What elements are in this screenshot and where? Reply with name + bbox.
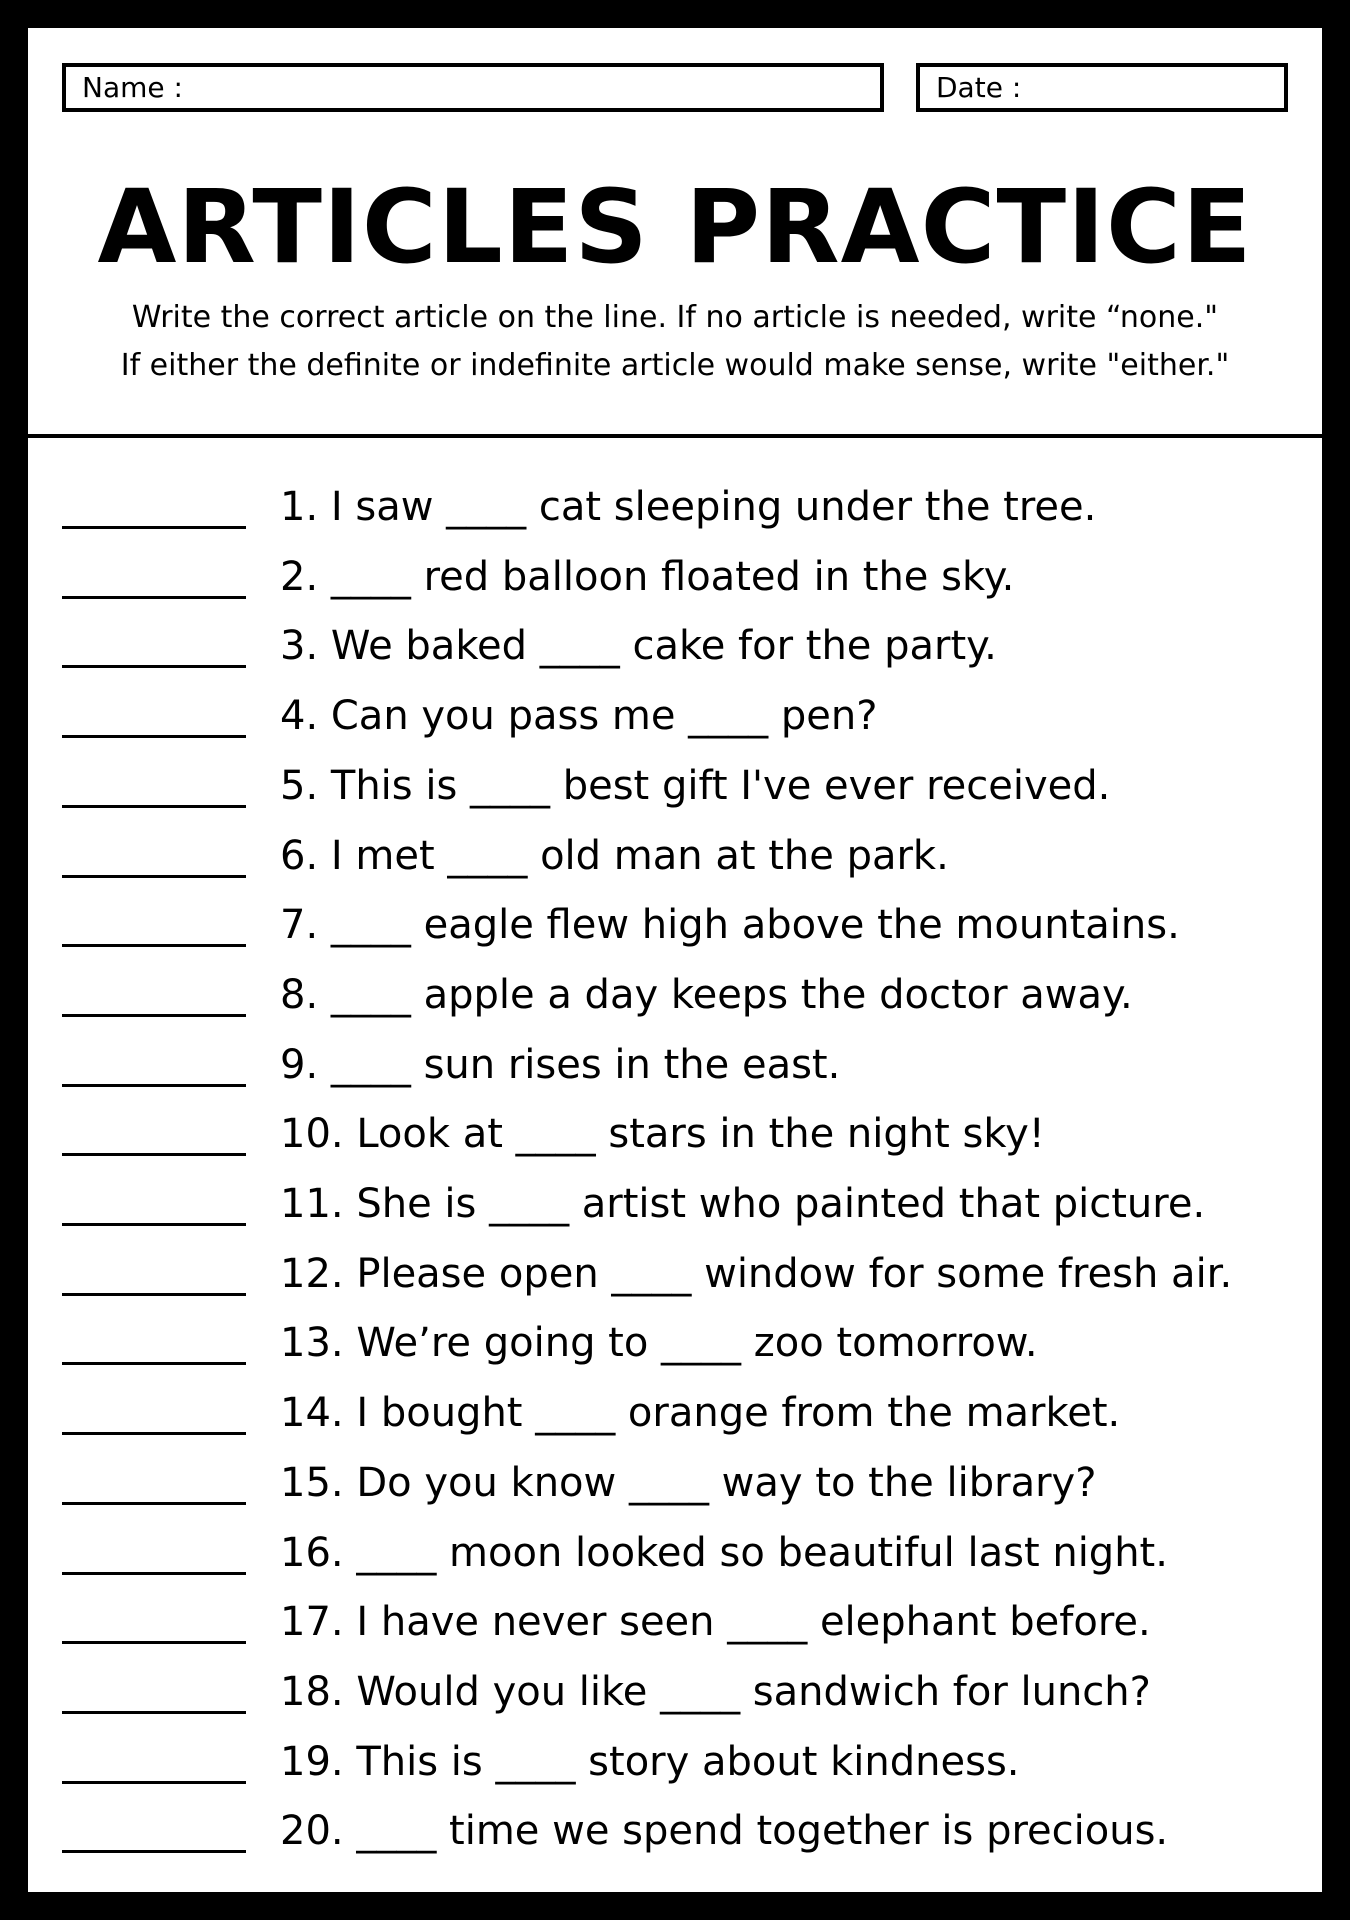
answer-line[interactable] — [62, 875, 246, 878]
question-row — [28, 1038, 1322, 1107]
question-row — [28, 689, 1322, 758]
question-text: 18. Would you like ____ sandwich for lunch? — [280, 1668, 1151, 1715]
question-text: 11. She is ____ artist who painted that picture. — [280, 1181, 1206, 1227]
answer-line[interactable] — [62, 944, 246, 947]
question-row — [28, 1804, 1322, 1873]
question-text: 3. We baked ____ cake for the party. — [280, 623, 997, 670]
question-row — [28, 619, 1322, 688]
question-text: 20. ____ time we spend together is precious. — [280, 1808, 1169, 1855]
question-row — [28, 968, 1322, 1037]
question-text: 1. I saw ____ cat sleeping under the tree. — [280, 484, 1097, 530]
date-field[interactable] — [916, 63, 1288, 112]
question-row — [28, 480, 1322, 549]
answer-line[interactable] — [62, 1084, 246, 1087]
question-text: 17. I have never seen ____ elephant before. — [280, 1599, 1151, 1646]
name-label: Name : — [82, 71, 183, 104]
name-field[interactable] — [62, 63, 884, 112]
question-text: 9. ____ sun rises in the east. — [280, 1041, 841, 1088]
question-row — [28, 1386, 1322, 1455]
question-row — [28, 1456, 1322, 1525]
answer-line[interactable] — [62, 526, 246, 529]
question-row — [28, 550, 1322, 619]
header-divider — [28, 434, 1322, 438]
question-text: 5. This is ____ best gift I've ever received. — [280, 762, 1111, 809]
question-row — [28, 829, 1322, 898]
worksheet — [28, 28, 1322, 1892]
question-row — [28, 1526, 1322, 1595]
answer-line[interactable] — [62, 1223, 246, 1226]
answer-line[interactable] — [62, 596, 246, 599]
question-text: 14. I bought ____ orange from the market. — [280, 1390, 1121, 1437]
question-text: 2. ____ red balloon floated in the sky. — [280, 553, 1015, 600]
question-text: 13. We’re going to ____ zoo tomorrow. — [280, 1320, 1038, 1367]
question-row — [28, 898, 1322, 967]
question-text: 10. Look at ____ stars in the night sky! — [280, 1111, 1045, 1158]
answer-line[interactable] — [62, 1850, 246, 1853]
instruction-line-2: If either the definite or indefinite article would make sense, write "either." — [120, 348, 1230, 383]
answer-line[interactable] — [62, 1781, 246, 1784]
question-row — [28, 1177, 1322, 1246]
answer-line[interactable] — [62, 1432, 246, 1435]
answer-line[interactable] — [62, 1572, 246, 1575]
answer-line[interactable] — [62, 1014, 246, 1017]
answer-line[interactable] — [62, 1153, 246, 1156]
answer-line[interactable] — [62, 1362, 246, 1365]
question-text: 15. Do you know ____ way to the library? — [280, 1459, 1097, 1506]
instruction-line-1: Write the correct article on the line. If no article is needed, write “none." — [131, 300, 1219, 335]
question-row — [28, 1735, 1322, 1804]
page-title: ARTICLES PRACTICE — [97, 168, 1253, 287]
answer-line[interactable] — [62, 735, 246, 738]
question-text: 7. ____ eagle flew high above the mountains. — [280, 902, 1180, 949]
question-row — [28, 1665, 1322, 1734]
question-text: 4. Can you pass me ____ pen? — [280, 693, 878, 740]
question-text: 6. I met ____ old man at the park. — [280, 832, 949, 879]
question-row — [28, 1316, 1322, 1385]
answer-line[interactable] — [62, 805, 246, 808]
question-row — [28, 759, 1322, 828]
answer-line[interactable] — [62, 1711, 246, 1714]
question-text: 19. This is ____ story about kindness. — [280, 1738, 1020, 1785]
question-text: 8. ____ apple a day keeps the doctor away. — [280, 971, 1133, 1018]
question-row — [28, 1107, 1322, 1176]
date-label: Date : — [936, 71, 1022, 104]
question-row — [28, 1595, 1322, 1664]
question-row — [28, 1247, 1322, 1316]
question-text: 16. ____ moon looked so beautiful last night. — [280, 1529, 1168, 1576]
question-text: 12. Please open ____ window for some fresh air. — [280, 1250, 1233, 1297]
answer-line[interactable] — [62, 1293, 246, 1296]
answer-line[interactable] — [62, 1641, 246, 1644]
answer-line[interactable] — [62, 665, 246, 668]
answer-line[interactable] — [62, 1502, 246, 1505]
